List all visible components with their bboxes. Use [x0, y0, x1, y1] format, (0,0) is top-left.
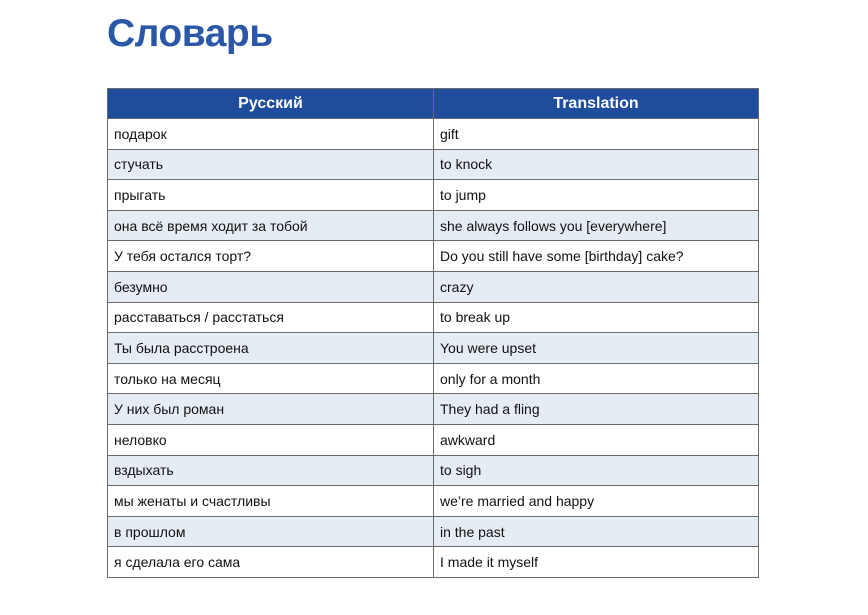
table-row	[108, 210, 759, 241]
table-row	[108, 302, 759, 333]
translation-cell: to knock	[434, 149, 759, 180]
table-row	[108, 271, 759, 302]
russian-cell: она всё время ходит за тобой	[108, 210, 434, 241]
table-row	[108, 119, 759, 150]
russian-cell: я сделала его сама	[108, 547, 434, 578]
translation-cell: You were upset	[434, 333, 759, 364]
russian-cell: У них был роман	[108, 394, 434, 425]
table-row	[108, 363, 759, 394]
table-row	[108, 180, 759, 211]
translation-cell: in the past	[434, 516, 759, 547]
translation-cell: to sigh	[434, 455, 759, 486]
russian-cell: У тебя остался торт?	[108, 241, 434, 272]
russian-cell: неловко	[108, 424, 434, 455]
header-translation: Translation	[434, 89, 759, 119]
russian-cell: расставаться / расстаться	[108, 302, 434, 333]
translation-cell: awkward	[434, 424, 759, 455]
translation-cell: I made it myself	[434, 547, 759, 578]
translation-cell: to break up	[434, 302, 759, 333]
table-row	[108, 241, 759, 272]
russian-cell: мы женаты и счастливы	[108, 486, 434, 517]
table-row	[108, 149, 759, 180]
russian-cell: только на месяц	[108, 363, 434, 394]
translation-cell: only for a month	[434, 363, 759, 394]
table-row	[108, 333, 759, 364]
table-row	[108, 516, 759, 547]
table-row	[108, 486, 759, 517]
vocabulary-table	[107, 88, 759, 578]
russian-cell: безумно	[108, 271, 434, 302]
table-row	[108, 455, 759, 486]
table-header-row	[108, 89, 759, 119]
translation-cell: They had a fling	[434, 394, 759, 425]
translation-cell: gift	[434, 119, 759, 150]
russian-cell: в прошлом	[108, 516, 434, 547]
russian-cell: подарок	[108, 119, 434, 150]
page-title: Словарь	[107, 12, 273, 55]
table-row	[108, 547, 759, 578]
translation-cell: we’re married and happy	[434, 486, 759, 517]
table-row	[108, 424, 759, 455]
translation-cell: she always follows you [everywhere]	[434, 210, 759, 241]
russian-cell: Ты была расстроена	[108, 333, 434, 364]
translation-cell: Do you still have some [birthday] cake?	[434, 241, 759, 272]
header-russian: Русский	[108, 89, 434, 119]
russian-cell: вздыхать	[108, 455, 434, 486]
russian-cell: прыгать	[108, 180, 434, 211]
russian-cell: стучать	[108, 149, 434, 180]
translation-cell: to jump	[434, 180, 759, 211]
translation-cell: crazy	[434, 271, 759, 302]
table-row	[108, 394, 759, 425]
